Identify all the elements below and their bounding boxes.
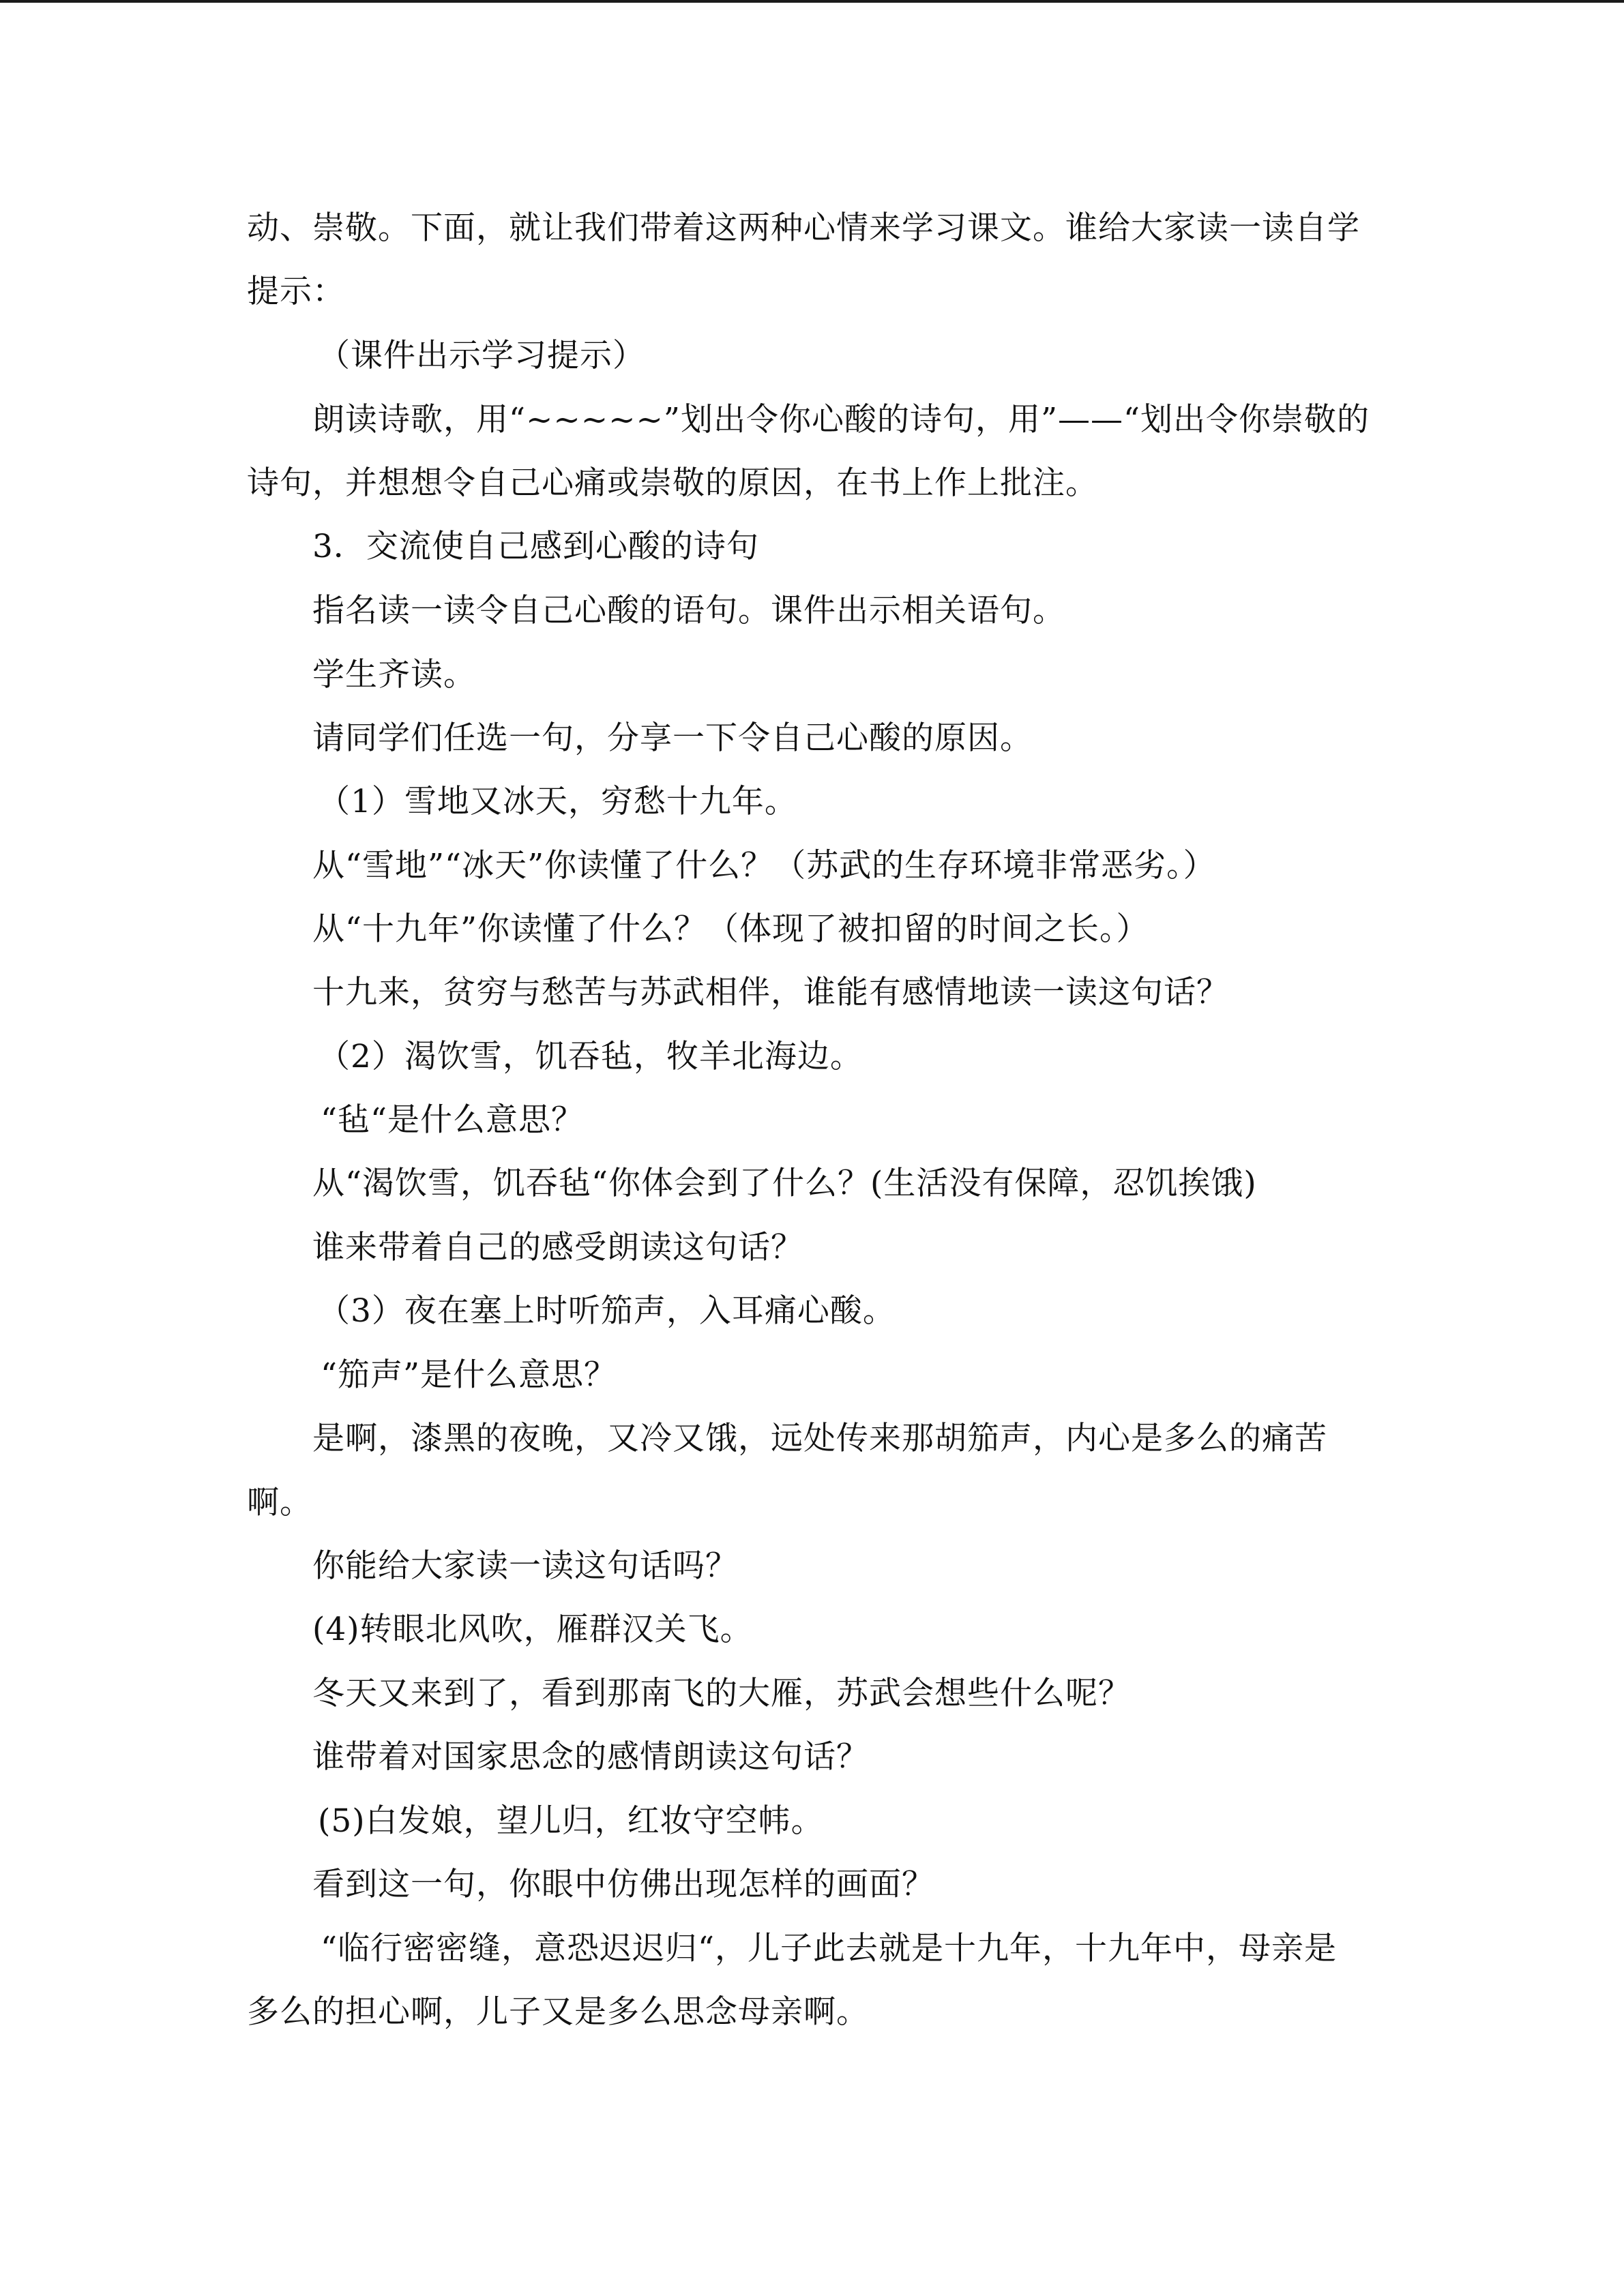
text-line: （1）雪地又冰天，穷愁十九年。 (318, 783, 797, 820)
text-line: “毡“是什么意思？ (321, 1101, 585, 1139)
text-line: 多么的担心啊，儿子又是多么思念母亲啊。 (247, 1993, 869, 2031)
text-line: 谁带着对国家思念的感情朗读这句话？ (312, 1738, 869, 1776)
text-line: 从“雪地”“冰天”你读懂了什么？（苏武的生存环境非常恶劣。） (312, 847, 1216, 884)
text-line: 是啊，漆黑的夜晚，又冷又饿，远处传来那胡笳声，内心是多么的痛苦 (312, 1420, 1327, 1457)
text-line: (5)白发娘，望儿归，红妆守空帏。 (318, 1802, 824, 1840)
text-line: 从“渴饮雪，饥吞毡“你体会到了什么？(生活没有保障，忍饥挨饿) (312, 1165, 1257, 1202)
text-line: （2）渴饮雪，饥吞毡，牧羊北海边。 (318, 1038, 863, 1075)
text-line: 朗读诗歌，用“~~~~~”划出令你心酸的诗句，用”——“划出令你崇敬的 (312, 401, 1370, 438)
text-line: (4)转眼北风吹，雁群汉关飞。 (312, 1611, 753, 1648)
text-line: 谁来带着自己的感受朗读这句话？ (312, 1229, 803, 1266)
text-line: 你能给大家读一读这句话吗？ (312, 1547, 738, 1585)
text-line: 指名读一读令自己心酸的语句。课件出示相关语句。 (312, 592, 1065, 629)
text-line: 啊。 (247, 1484, 312, 1521)
text-line: 十九来，贫穷与愁苦与苏武相伴，谁能有感情地读一读这句话？ (312, 974, 1229, 1011)
text-line: （课件出示学习提示） (318, 337, 645, 374)
text-line: （3）夜在塞上时听笳声，入耳痛心酸。 (318, 1292, 896, 1330)
text-line: 看到这一句，你眼中仿佛出现怎样的画面？ (312, 1866, 934, 1903)
text-line: 诗句，并想想令自己心痛或崇敬的原因，在书上作上批注。 (247, 464, 1098, 502)
section-heading: 3．交流使自己感到心酸的诗句 (312, 528, 759, 565)
text-line: 请同学们任选一句，分享一下令自己心酸的原因。 (312, 719, 1033, 757)
text-line: 冬天又来到了，看到那南飞的大雁，苏武会想些什么呢？ (312, 1675, 1131, 1712)
text-line: 动、崇敬。下面，就让我们带着这两种心情来学习课文。谁给大家读一读自学 (247, 209, 1360, 247)
text-line: 从“十九年”你读懂了什么？（体现了被扣留的时间之长。） (312, 910, 1149, 948)
text-line: “笳声”是什么意思？ (321, 1356, 617, 1394)
text-line: “临行密密缝，意恐迟迟归“，儿子此去就是十九年，十九年中，母亲是 (321, 1930, 1338, 1967)
text-line: 提示： (247, 273, 345, 310)
text-line: 学生齐读。 (312, 656, 476, 694)
